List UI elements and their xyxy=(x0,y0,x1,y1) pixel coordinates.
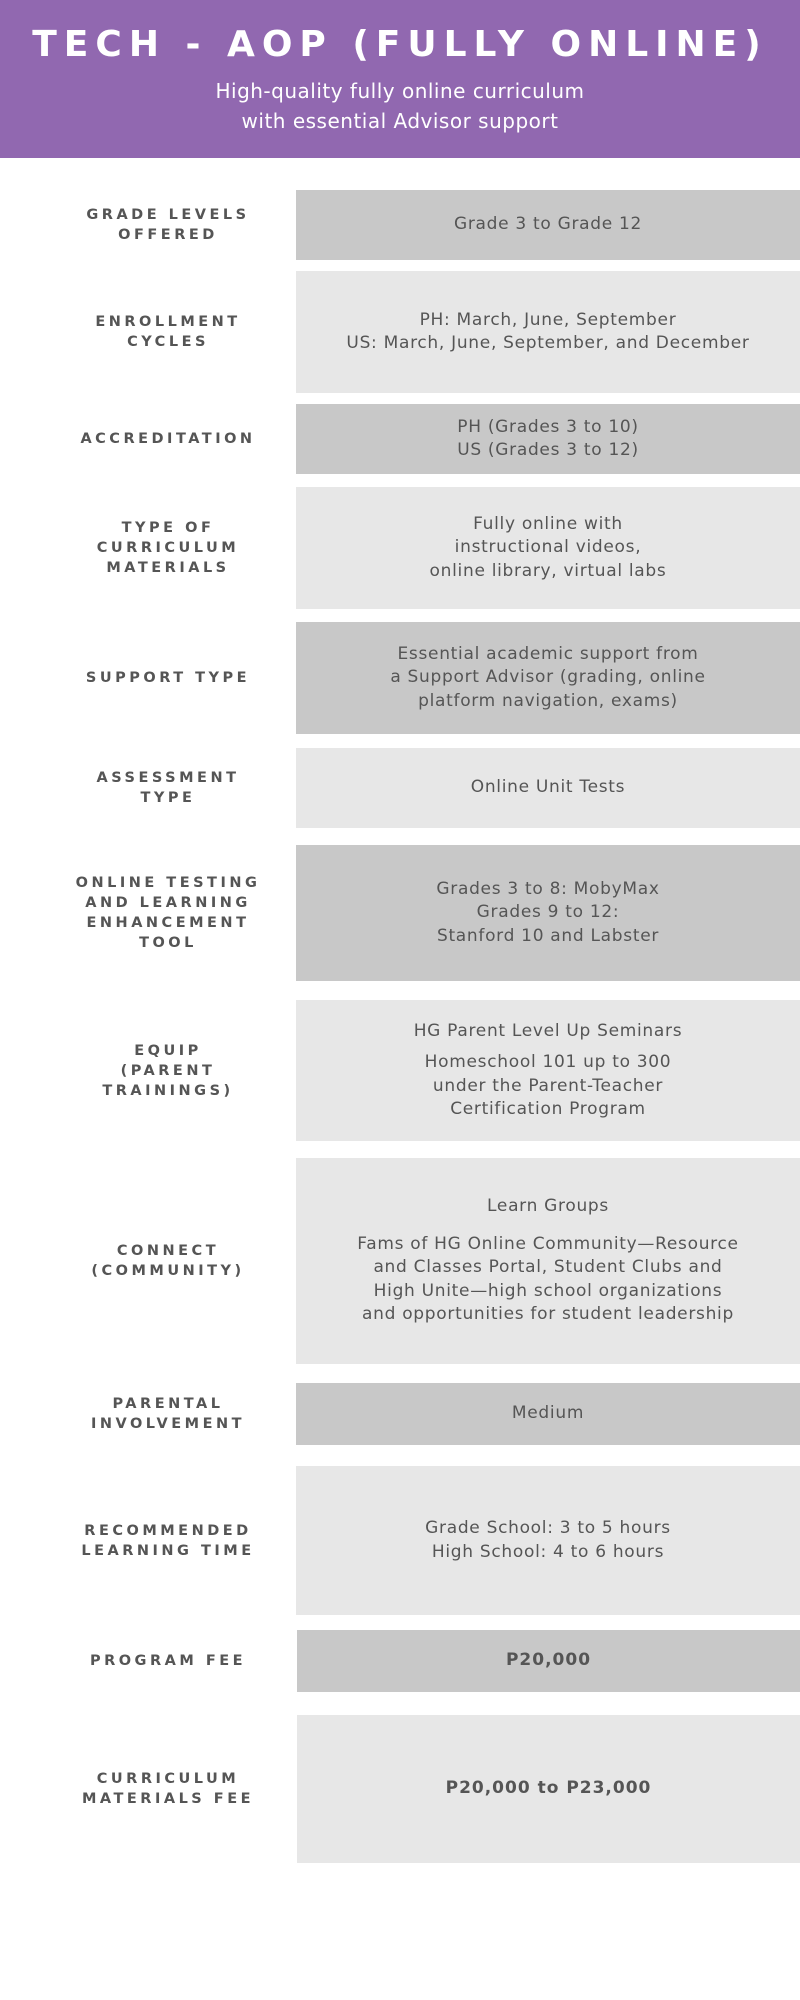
table-row-support-type xyxy=(0,622,800,734)
row-value-line: and Classes Portal, Student Clubs and xyxy=(373,1257,723,1278)
row-label-line: ENROLLMENT xyxy=(95,314,241,330)
row-value-line: Grade 3 to Grade 12 xyxy=(453,214,643,235)
row-value-line: High Unite—high school organizations xyxy=(373,1280,723,1301)
row-label-line: SUPPORT TYPE xyxy=(85,670,251,686)
row-label xyxy=(40,1466,296,1615)
row-value-line: online library, virtual labs xyxy=(429,560,667,581)
page-subtitle xyxy=(0,76,800,136)
subtitle-line: High-quality fully online curriculum xyxy=(215,79,585,103)
row-value xyxy=(297,1630,800,1692)
row-label-line: ONLINE TESTING xyxy=(75,875,261,891)
row-value-line: Stanford 10 and Labster xyxy=(436,925,660,946)
row-value xyxy=(296,1000,800,1141)
row-value-line: under the Parent-Teacher xyxy=(432,1075,664,1096)
row-label-line: INVOLVEMENT xyxy=(90,1416,246,1432)
row-label xyxy=(40,1158,296,1364)
row-label-line: MATERIALS xyxy=(106,560,230,576)
row-value xyxy=(296,845,800,981)
row-label-line: RECOMMENDED xyxy=(84,1522,252,1539)
row-label-line: ASSESSMENT xyxy=(96,770,240,786)
row-label xyxy=(40,1715,296,1863)
row-value-line: platform navigation, exams) xyxy=(418,690,678,711)
row-value-line: Online Unit Tests xyxy=(470,777,626,798)
table-row-equip xyxy=(0,1000,800,1141)
row-label-line: ACCREDITATION xyxy=(80,431,256,447)
row-value xyxy=(296,622,800,734)
row-value-line: instructional videos, xyxy=(454,537,642,558)
table-row-enrollment-cycles xyxy=(0,271,800,393)
row-label-line: CONNECT xyxy=(116,1243,220,1259)
row-label-line: MATERIALS FEE xyxy=(81,1791,255,1807)
row-value xyxy=(296,190,800,260)
row-value xyxy=(296,1383,800,1445)
row-value-line: PH: March, June, September xyxy=(419,309,677,330)
table-row-curriculum-materials xyxy=(0,487,800,609)
row-label xyxy=(40,845,296,981)
row-label-line: GRADE LEVELS xyxy=(86,207,250,223)
row-label-line: AND LEARNING xyxy=(85,895,251,911)
row-value-line: Grade School: 3 to 5 hours xyxy=(425,1518,671,1538)
table-row-assessment-type xyxy=(0,748,800,828)
row-label xyxy=(40,487,296,609)
row-value-line: Essential academic support from xyxy=(397,643,699,664)
row-label-line: TOOL xyxy=(139,935,197,951)
row-label-line: TYPE xyxy=(140,790,196,806)
row-value-line: Learn Groups xyxy=(487,1196,609,1217)
table-row-learning-time xyxy=(0,1466,800,1615)
row-value xyxy=(296,271,800,393)
row-label-line: LEARNING TIME xyxy=(81,1542,255,1559)
row-value-line: US (Grades 3 to 12) xyxy=(457,440,639,460)
row-value xyxy=(297,1715,800,1863)
row-label xyxy=(40,190,296,260)
row-value xyxy=(296,487,800,609)
row-label xyxy=(40,271,296,393)
row-label xyxy=(40,748,296,828)
row-value xyxy=(296,748,800,828)
row-value xyxy=(296,404,800,474)
row-label xyxy=(40,622,296,734)
row-value-line: Fams of HG Online Community—Resource xyxy=(357,1233,739,1254)
row-value-line: Fully online with xyxy=(473,513,623,534)
row-value-line: Grades 9 to 12: xyxy=(476,902,620,923)
row-label-line: (COMMUNITY) xyxy=(91,1263,245,1279)
row-label-line: TRAININGS) xyxy=(102,1082,234,1099)
row-label-line: CYCLES xyxy=(127,334,209,350)
row-label xyxy=(40,1630,296,1692)
row-label-line: OFFERED xyxy=(118,227,218,243)
row-value-line: a Support Advisor (grading, online xyxy=(390,667,706,688)
row-value-line: HG Parent Level Up Seminars xyxy=(413,1020,683,1041)
row-label-line: (PARENT xyxy=(120,1062,216,1079)
table-row-online-testing-tool xyxy=(0,845,800,981)
row-label-line: CURRICULUM xyxy=(96,1771,240,1787)
row-label xyxy=(40,404,296,474)
table-row-connect xyxy=(0,1158,800,1364)
row-value-line: P20,000 xyxy=(505,1650,592,1671)
row-label-line: PROGRAM FEE xyxy=(89,1653,247,1669)
table-row-materials-fee xyxy=(0,1715,800,1863)
row-value xyxy=(296,1466,800,1615)
row-value-line: Medium xyxy=(511,1403,585,1424)
row-value-line: Grades 3 to 8: MobyMax xyxy=(436,878,660,899)
table-row-parental-involvement xyxy=(0,1383,800,1445)
page-title: TECH - AOP (FULLY ONLINE) xyxy=(32,24,768,65)
row-label-line: PARENTAL xyxy=(112,1396,224,1412)
row-value-line: High School: 4 to 6 hours xyxy=(431,1541,665,1562)
row-value-line: P20,000 to P23,000 xyxy=(445,1778,652,1799)
table-row-program-fee xyxy=(0,1630,800,1692)
table-row-grade-levels xyxy=(0,190,800,260)
row-label-line: EQUIP xyxy=(134,1042,202,1059)
row-value-line: Homeschool 101 up to 300 xyxy=(424,1052,672,1072)
row-value-line: Certification Program xyxy=(450,1099,646,1119)
row-value-line: and opportunities for student leadership xyxy=(362,1304,734,1325)
row-label xyxy=(40,1383,296,1445)
table-row-accreditation xyxy=(0,404,800,474)
row-label xyxy=(40,1000,296,1141)
row-value-line: PH (Grades 3 to 10) xyxy=(457,416,639,437)
row-value xyxy=(296,1158,800,1364)
row-label-line: ENHANCEMENT xyxy=(86,915,250,931)
row-value-line: US: March, June, September, and December xyxy=(346,333,750,353)
subtitle-line: with essential Advisor support xyxy=(241,109,559,133)
row-label-line: CURRICULUM xyxy=(96,540,240,556)
page-header xyxy=(0,0,800,158)
row-label-line: TYPE OF xyxy=(121,520,215,536)
